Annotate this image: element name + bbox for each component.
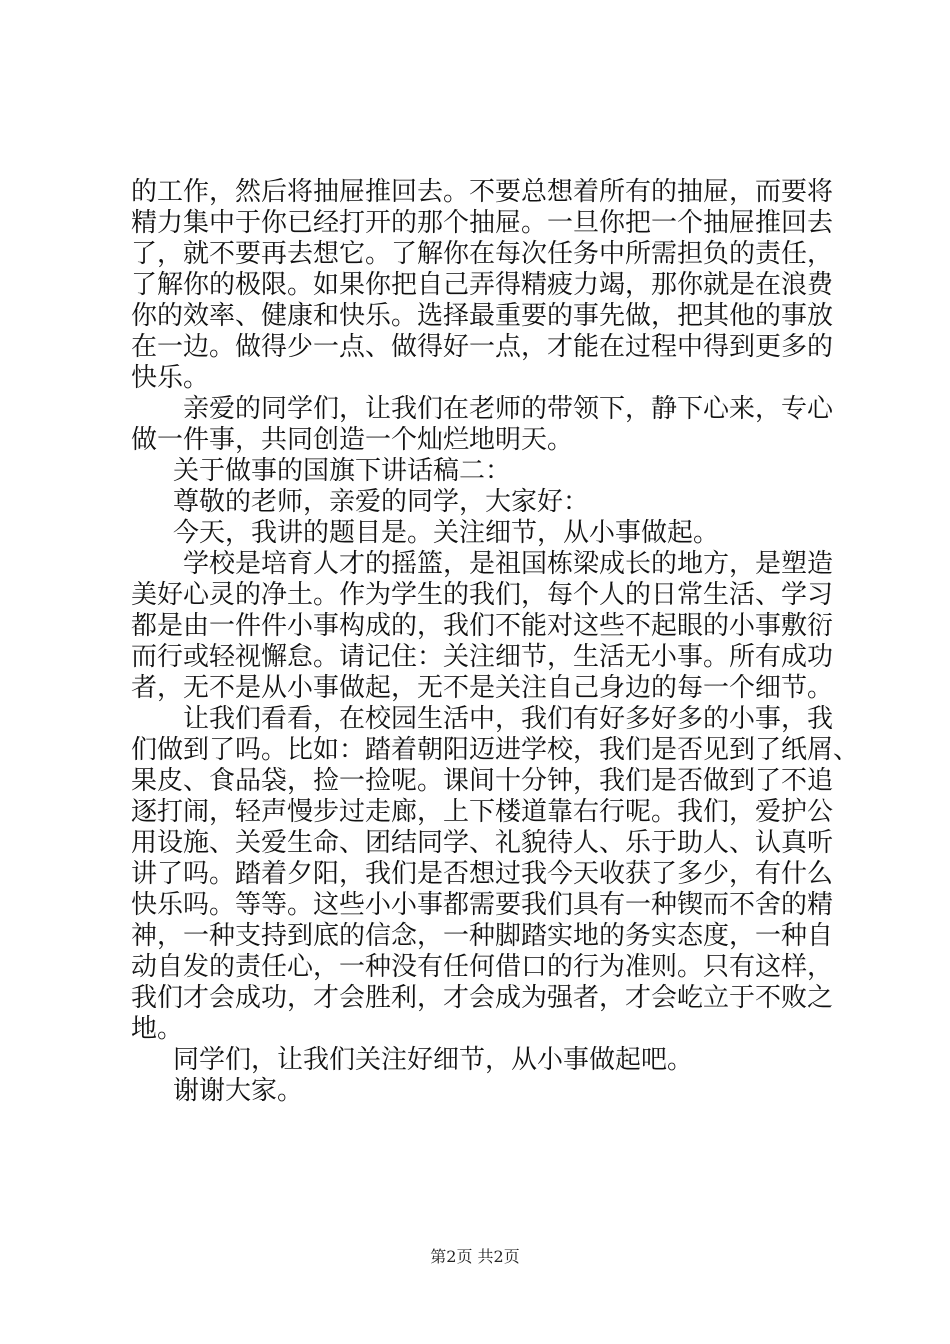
speech-topic: 今天，我讲的题目是。关注细节，从小事做起。 bbox=[173, 518, 720, 548]
text-line: 精力集中于你已经打开的那个抽屉。一旦你把一个抽屉推回去 bbox=[131, 208, 834, 238]
text-line: 的工作，然后将抽屉推回去。不要总想着所有的抽屉，而要将 bbox=[131, 177, 834, 207]
text-line: 了，就不要再去想它。了解你在每次任务中所需担负的责任， bbox=[131, 239, 834, 269]
text-line: 神，一种支持到底的信念，一种脚踏实地的务实态度，一种自 bbox=[131, 921, 834, 951]
salutation: 尊敬的老师，亲爱的同学，大家好： bbox=[173, 487, 590, 517]
text-line: 快乐。 bbox=[131, 363, 210, 393]
document-body bbox=[131, 177, 860, 1107]
text-line: 做一件事，共同创造一个灿烂地明天。 bbox=[131, 425, 574, 455]
text-line: 在一边。做得少一点、做得好一点，才能在过程中得到更多的 bbox=[131, 332, 834, 362]
text-line: 快乐吗。等等。这些小小事都需要我们具有一种锲而不舍的精 bbox=[131, 890, 834, 920]
closing-line: 同学们，让我们关注好细节，从小事做起吧。 bbox=[173, 1045, 694, 1075]
text-line: 了解你的极限。如果你把自己弄得精疲力竭，那你就是在浪费 bbox=[131, 270, 834, 300]
text-line: 者，无不是从小事做起，无不是关注自己身边的每一个细节。 bbox=[131, 673, 834, 703]
text-line: 逐打闹，轻声慢步过走廊，上下楼道靠右行呢。我们，爱护公 bbox=[131, 797, 834, 827]
text-line: 美好心灵的净土。作为学生的我们，每个人的日常生活、学习 bbox=[131, 580, 834, 610]
text-line: 而行或轻视懈怠。请记住：关注细节，生活无小事。所有成功 bbox=[131, 642, 834, 672]
text-line: 我们才会成功，才会胜利，才会成为强者，才会屹立于不败之 bbox=[131, 983, 834, 1013]
text-line: 地。 bbox=[131, 1014, 184, 1044]
text-line: 们做到了吗。比如：踏着朝阳迈进学校，我们是否见到了纸屑、 bbox=[131, 735, 860, 765]
paragraph-first-line: 亲爱的同学们，让我们在老师的带领下，静下心来，专心 bbox=[183, 394, 834, 424]
text-line: 动自发的责任心，一种没有任何借口的行为准则。只有这样， bbox=[131, 952, 834, 982]
text-line: 用设施、关爱生命、团结同学、礼貌待人、乐于助人、认真听 bbox=[131, 828, 834, 858]
section-heading: 关于做事的国旗下讲话稿二： bbox=[173, 456, 512, 486]
text-line: 讲了吗。踏着夕阳，我们是否想过我今天收获了多少，有什么 bbox=[131, 859, 834, 889]
text-line: 你的效率、健康和快乐。选择最重要的事先做，把其他的事放 bbox=[131, 301, 834, 331]
page-number-footer: 第2页 共2页 bbox=[430, 1247, 520, 1266]
thanks-line: 谢谢大家。 bbox=[173, 1076, 304, 1106]
text-line: 果皮、食品袋，捡一捡呢。课间十分钟，我们是否做到了不追 bbox=[131, 766, 834, 796]
text-line: 都是由一件件小事构成的，我们不能对这些不起眼的小事敷衍 bbox=[131, 611, 834, 641]
paragraph-first-line: 学校是培育人才的摇篮，是祖国栋梁成长的地方，是塑造 bbox=[183, 549, 834, 579]
paragraph-first-line: 让我们看看，在校园生活中，我们有好多好多的小事，我 bbox=[183, 704, 834, 734]
